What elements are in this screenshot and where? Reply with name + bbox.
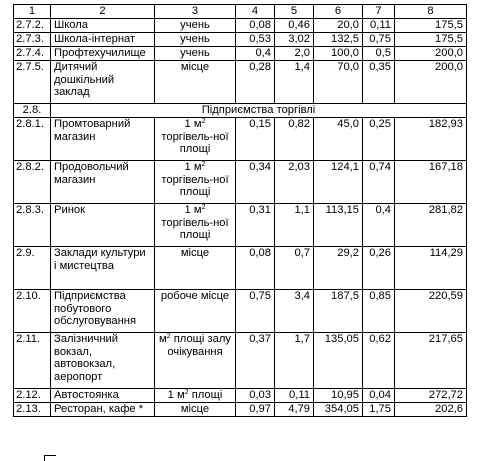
- cell-col4: 0,34: [236, 161, 275, 204]
- cell-name: Дитячий дошкільний заклад: [51, 61, 155, 104]
- cell-name: Автостоянка: [51, 389, 155, 403]
- cell-code: 2.11.: [14, 333, 51, 389]
- cell-col7: 0,85: [363, 290, 395, 333]
- cell-code: 2.7.3.: [14, 33, 51, 47]
- cell-unit: місце: [155, 247, 236, 290]
- table-row: [14, 204, 467, 247]
- norms-table: [13, 4, 467, 417]
- table-row: [14, 19, 467, 33]
- cell-name: Продовольчий магазин: [51, 161, 155, 204]
- cell-col8: 175,5: [395, 33, 467, 47]
- cell-code: 2.8.1.: [14, 118, 51, 161]
- cell-unit: учень: [155, 19, 236, 33]
- cell-col7: 0,74: [363, 161, 395, 204]
- header-cell-col8: 8: [395, 5, 467, 19]
- cell-col6: 187,5: [314, 290, 363, 333]
- cell-col5: 3,4: [275, 290, 314, 333]
- cell-col8: 272,72: [395, 389, 467, 403]
- cell-col7: 0,35: [363, 61, 395, 104]
- cell-col4: 0,15: [236, 118, 275, 161]
- cell-col5: 0,7: [275, 247, 314, 290]
- section-row: [14, 104, 467, 118]
- cell-code: 2.7.5.: [14, 61, 51, 104]
- cell-col5: 2,03: [275, 161, 314, 204]
- header-cell-code: 1: [14, 5, 51, 19]
- cell-col4: 0,37: [236, 333, 275, 389]
- cell-col6: 132,5: [314, 33, 363, 47]
- table-row: [14, 161, 467, 204]
- header-cell-name: 2: [51, 5, 155, 19]
- cell-col8: 220,59: [395, 290, 467, 333]
- cell-col4: 0,28: [236, 61, 275, 104]
- table-row: [14, 403, 467, 417]
- table-row: [14, 389, 467, 403]
- cell-col5: 1,4: [275, 61, 314, 104]
- cell-col7: 1,75: [363, 403, 395, 417]
- cell-col5: 1,7: [275, 333, 314, 389]
- table-header-row: [14, 5, 467, 19]
- header-cell-col5: 5: [275, 5, 314, 19]
- cell-col8: 202,6: [395, 403, 467, 417]
- cell-code: 2.9.: [14, 247, 51, 290]
- cell-col8: 200,0: [395, 47, 467, 61]
- table-row: [14, 47, 467, 61]
- header-cell-col4: 4: [236, 5, 275, 19]
- cell-col6: 124,1: [314, 161, 363, 204]
- cell-code: 2.7.4.: [14, 47, 51, 61]
- cell-unit: учень: [155, 33, 236, 47]
- cell-code: 2.7.2.: [14, 19, 51, 33]
- section-title: Підприємства торгівлі: [51, 104, 467, 118]
- table-row: [14, 247, 467, 290]
- cell-col6: 100,0: [314, 47, 363, 61]
- cell-unit: 1 $м^2$ площі: [155, 389, 236, 403]
- cell-col8: 175,5: [395, 19, 467, 33]
- cell-col4: 0,4: [236, 47, 275, 61]
- table-row: [14, 33, 467, 47]
- section-code: 2.8.: [14, 104, 51, 118]
- cell-col6: 10,95: [314, 389, 363, 403]
- cell-unit: учень: [155, 47, 236, 61]
- cell-name: Школа-інтернат: [51, 33, 155, 47]
- cell-col6: 45,0: [314, 118, 363, 161]
- cell-col7: 0,4: [363, 204, 395, 247]
- cell-unit: місце: [155, 403, 236, 417]
- cell-unit: робоче місце: [155, 290, 236, 333]
- cell-col6: 135,05: [314, 333, 363, 389]
- cell-col4: 0,75: [236, 290, 275, 333]
- table-row: [14, 333, 467, 389]
- cell-col5: 1,1: [275, 204, 314, 247]
- cell-col8: 217,65: [395, 333, 467, 389]
- cell-col8: 114,29: [395, 247, 467, 290]
- cell-unit: 1 $м^2$ торгівель-ної площі: [155, 161, 236, 204]
- cell-col8: 182,93: [395, 118, 467, 161]
- cell-col7: 0,25: [363, 118, 395, 161]
- cell-name: Ресторан, кафе *: [51, 403, 155, 417]
- cell-name: Заклади культури і мистецтва: [51, 247, 155, 290]
- cell-name: Профтехучилище: [51, 47, 155, 61]
- cell-unit: 1 $м^2$ торгівель-ної площі: [155, 118, 236, 161]
- cell-col4: 0,08: [236, 247, 275, 290]
- cell-col8: 281,82: [395, 204, 467, 247]
- cell-code: 2.8.3.: [14, 204, 51, 247]
- cell-col5: 3,02: [275, 33, 314, 47]
- header-cell-col7: 7: [363, 5, 395, 19]
- cell-col7: 0,26: [363, 247, 395, 290]
- cell-col4: 0,53: [236, 33, 275, 47]
- cell-col7: 0,62: [363, 333, 395, 389]
- header-cell-col6: 6: [314, 5, 363, 19]
- cell-name: Підприємства побутового обслуговування: [51, 290, 155, 333]
- cell-col8: 200,0: [395, 61, 467, 104]
- cell-col7: 0,04: [363, 389, 395, 403]
- cell-col8: 167,18: [395, 161, 467, 204]
- cell-name: Ринок: [51, 204, 155, 247]
- cell-code: 2.13.: [14, 403, 51, 417]
- table-row: [14, 118, 467, 161]
- cell-unit: місце: [155, 61, 236, 104]
- cell-code: 2.12.: [14, 389, 51, 403]
- cell-col6: 113,15: [314, 204, 363, 247]
- cell-unit: $м^2$ площі залу очікування: [155, 333, 236, 389]
- cell-col5: 0,82: [275, 118, 314, 161]
- cell-col4: 0,03: [236, 389, 275, 403]
- cell-col6: 70,0: [314, 61, 363, 104]
- cell-col5: 0,46: [275, 19, 314, 33]
- cell-name: Промтоварний магазин: [51, 118, 155, 161]
- cell-code: 2.10.: [14, 290, 51, 333]
- header-cell-unit: 3: [155, 5, 236, 19]
- cell-col4: 0,31: [236, 204, 275, 247]
- cell-col5: 2,0: [275, 47, 314, 61]
- next-page-fragment: [42, 451, 56, 461]
- cell-col4: 0,08: [236, 19, 275, 33]
- cell-col7: 0,5: [363, 47, 395, 61]
- table-row: [14, 61, 467, 104]
- cell-code: 2.8.2.: [14, 161, 51, 204]
- cell-col7: 0,11: [363, 19, 395, 33]
- cell-col5: 0,11: [275, 389, 314, 403]
- cell-col6: 20,0: [314, 19, 363, 33]
- cell-name: Школа: [51, 19, 155, 33]
- cell-col5: 4,79: [275, 403, 314, 417]
- cell-name: Залізничний вокзал, автовокзал, аеропорт: [51, 333, 155, 389]
- cell-col4: 0,97: [236, 403, 275, 417]
- cell-col6: 29,2: [314, 247, 363, 290]
- table-row: [14, 290, 467, 333]
- cell-col7: 0,75: [363, 33, 395, 47]
- cell-col6: 354,05: [314, 403, 363, 417]
- cell-unit: 1 $м^2$ торгівель-ної площі: [155, 204, 236, 247]
